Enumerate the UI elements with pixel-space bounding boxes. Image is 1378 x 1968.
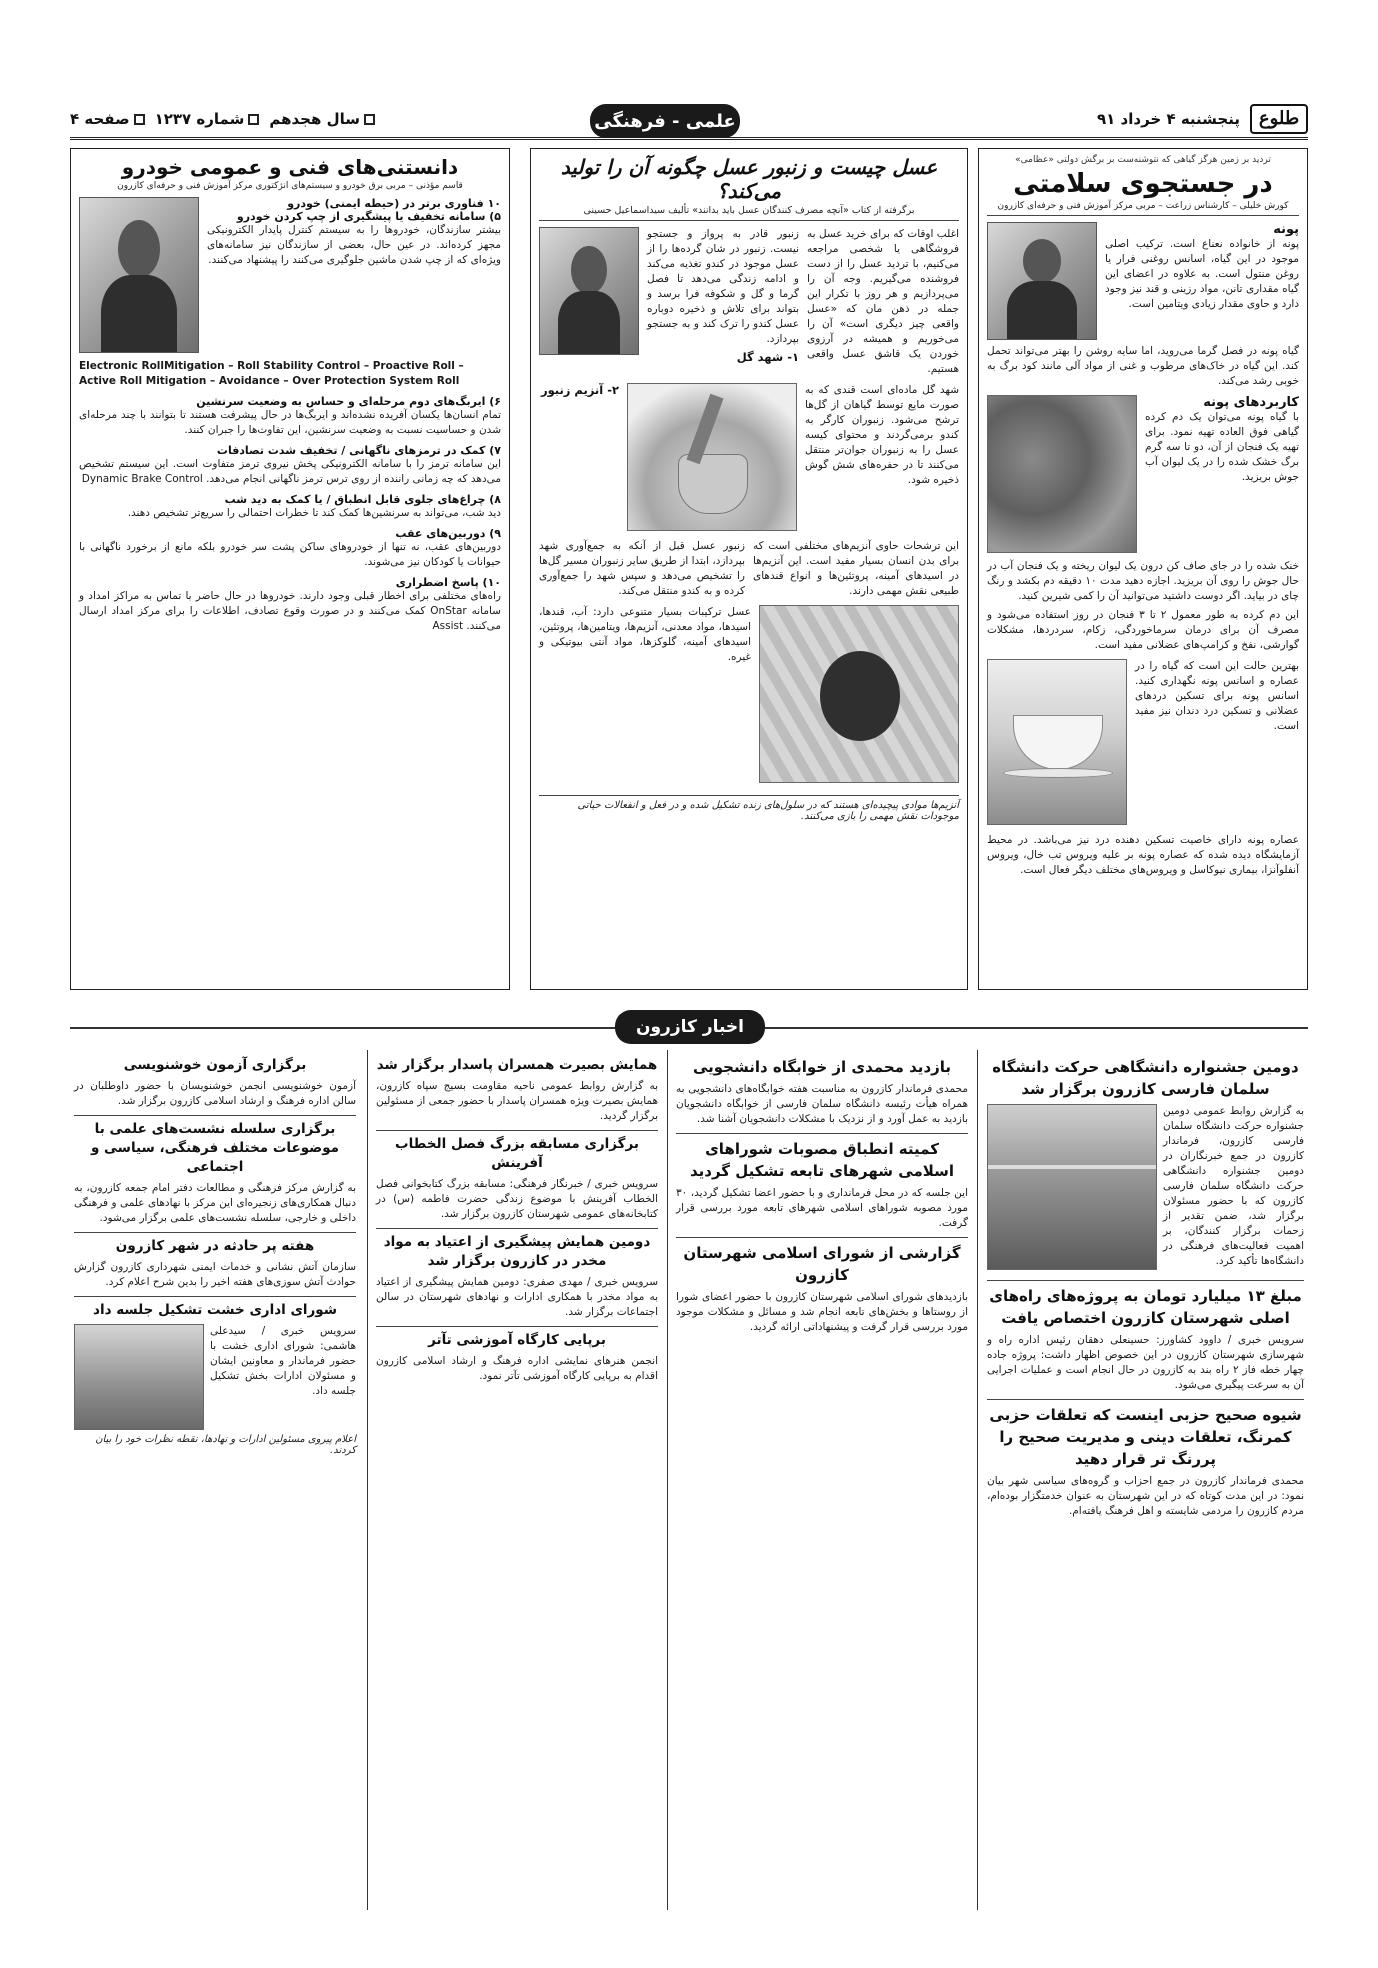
subhead: ۱۰ فناوری برتر در (حیطه ایمنی) خودرو [287, 197, 501, 210]
news-body: به گزارش روابط عمومی ناحیه مقاومت بسیج سپاه کازرون، همایش بصیرت ویژه همسران پاسدار با حضور جمعی از مسئولین برگزار گردید. [376, 1080, 658, 1122]
news-headline: بازدید محمدی از خوابگاه دانشجویی [692, 1058, 952, 1076]
news-body: آزمون خوشنویسی انجمن خوشنویسان با حضور داوطلبان در سالن اداره فرهنگ و ارشاد اسلامی کازرون برگزار شد. [74, 1080, 356, 1107]
author-photo-head [571, 246, 606, 294]
paragraph: این ترشحات حاوی آنزیم‌های مختلفی است که برای بدن انسان بسیار مفید است. این آنزیم‌ها در اسیدهای آمینه، پروتئین‌ها و انواع قندهای طبیعی نقش مهمی دارند. [753, 540, 959, 597]
news-headline: دومین همایش پیشگیری از اعتیاد به مواد مخدر در کازرون برگزار شد [376, 1228, 658, 1271]
paragraph: دوربین‌های عقب، نه تنها از خودروهای ساکن پشت سر خودرو بلکه مانع از برخورد ناگهانی با حیوانات یا کودکان نیز می‌شوند. [79, 541, 501, 568]
footnote: آنزیم‌ها موادی پیچیده‌ای هستند که در سلول‌های زنده تشکیل شده و در فعل و انفعالات حیاتی موجودات نقش مهمی را بازی می‌کنند. [539, 795, 959, 822]
meeting-photo [74, 1324, 204, 1430]
subhead-nectar: ۱- شهد گل [736, 350, 799, 364]
author-photo [79, 197, 199, 353]
news-headline: شورای اداری خشت تشکیل جلسه داد [74, 1296, 356, 1320]
tea-cup-image [987, 659, 1127, 825]
news-body: سرویس خبری / داوود کشاورز: حسینعلی دهقان رئیس اداره راه و شهرسازی شهرستان کازرون در این خصوص اظهار داشت: پروژه جاده چهار خطه فاز ۲ راه بند به کازرون در حال انجام است و عملیات اجرایی آن به سرعت پیگیری می‌شود. [987, 1334, 1304, 1391]
column-divider [667, 1050, 669, 1910]
bee-on-honeycomb-image [759, 605, 959, 783]
paragraph: با گیاه پونه می‌توان یک دم کرده گیاهی فوق العاده تهیه نمود. برای تهیه یک فنجان از آن، دو تا سه گرم برگ خشک شده را در یک لیوان آب جوش بریزید. [1145, 411, 1299, 483]
subhead: ۷) کمک در ترمزهای ناگهانی / تخفیف شدت تصادفات [216, 444, 501, 457]
subhead: ۱۰) پاسخ اضطراری [395, 576, 501, 589]
section-banner: علمی - فرهنگی [590, 104, 740, 138]
square-bullet-icon [364, 114, 375, 125]
ribbon-cutting-photo [987, 1104, 1157, 1270]
ribbon-icon [988, 1165, 1156, 1169]
news-column-4 [70, 1050, 360, 1910]
paragraph: راه‌های مختلفی برای اخطار قبلی وجود دارند. خودروها در حال حاضر با تماس به مراکز امداد و سامانه OnStar کمک می‌کنند و در صورت وقوع تصادف، اطلاعات را برای مرکز امداد ارسال می‌کنند. Assist [79, 590, 501, 632]
issue-date: پنجشنبه ۴ خرداد ۹۱ [1097, 109, 1240, 128]
paragraph: بهترین حالت این است که گیاه را در عصاره و اسانس پونه نگهداری کنید. اسانس پونه برای تسکین دردهای عضلانی و تسکین درد دندان نیز مفید است. [1135, 660, 1299, 732]
article-byline: برگرفته از کتاب «آنچه مصرف کنندگان عسل باید بدانند» تألیف سیداسماعیل حسینی [539, 205, 959, 221]
news-headline: مبلغ ۱۳ میلیارد تومان به پروژه‌های راه‌های اصلی شهرستان کازرون اختصاص یافت [987, 1280, 1304, 1329]
subhead: ۶) ایربگ‌های دوم مرحله‌ای و حساس به وضعیت سرنشین [196, 395, 501, 408]
news-headline: برگزاری سلسله نشست‌های علمی با موضوعات مختلف فرهنگی، سیاسی و اجتماعی [74, 1115, 356, 1177]
paragraph: زنبور عسل قبل از آنکه به جمع‌آوری شهد بپردازد، ابتدا از طریق سایر زنبوران مسیر گل‌ها را تشخیص می‌دهد و سپس شهد را جمع‌آوری کرده و به کندو منتقل می‌کند. [539, 540, 745, 597]
news-column-3 [372, 1050, 662, 1910]
article-title: عسل چیست و زنبور عسل چگونه آن را تولید می‌کند؟ [560, 155, 938, 203]
health-article [978, 148, 1308, 990]
news-body: سرویس خبری / سیدعلی هاشمی: شورای اداری خشت با حضور فرماندار و معاونین ایشان و مسئولان ادارات بخش تشکیل جلسه داد. [210, 1325, 356, 1397]
paragraph: اغلب اوقات که برای خرید عسل به فروشگاهی یا شخصی مراجعه می‌کنیم، با تردید عسل را از دست فروشنده می‌گیریم. وجه آن را می‌پردازیم و هر روز با تکرار این جمله در ذهن مان که «عسل واقعی چیز دیگری است» آن را می‌خوریم و همیشه در آرزوی خوردن یک قاشق عسل واقعی هستیم. [807, 228, 959, 375]
author-photo-head [118, 220, 160, 279]
author-photo [987, 222, 1097, 340]
paragraph: تمام انسان‌ها یکسان آفریده نشده‌اند و ایربگ‌ها در حال پیشرفت هستند تا بتوانند با چند مرحله‌ای شدن و حساسیت نسبت به وضعیت سرنشین، این تفاوت‌ها را جبران کنند. [79, 409, 501, 436]
paragraph: عسل ترکیبات بسیار متنوعی دارد: آب، قندها، اسیدها، مواد معدنی، آنزیم‌ها، ویتامین‌ها، پروتئین، اسیدهای آمینه، گلوکزها، مواد آنتی بیوتیکی و غیره. [539, 606, 751, 663]
news-body: سازمان آتش نشانی و خدمات ایمنی شهرداری کازرون گزارش حوادث آتش سوزی‌های هفته اخیر را بدین شرح اعلام کرد. [74, 1261, 356, 1288]
news-banner: اخبار کازرون [615, 1010, 765, 1044]
news-headline: گزارشی از شورای اسلامی شهرستان کازرون [676, 1237, 968, 1286]
paragraph: خنک شده را در جای صاف کن درون یک لیوان ریخته و یک فنجان آب در حال جوش را روی آن بریزید. اجازه دهید مدت ۱۰ دقیقه دم بکشد و رنگ چای در بیاید. اگر دوست داشتید می‌توانید آن را کمی شیرین کنید. [987, 560, 1299, 602]
news-column-1 [983, 1050, 1308, 1910]
news-headline: همایش بصیرت همسران پاسدار برگزار شد [376, 1057, 658, 1073]
news-body: انجمن هنرهای نمایشی اداره فرهنگ و ارشاد اسلامی کازرون اقدام به برپایی کارگاه آموزشی تآتر نمود. [376, 1355, 658, 1382]
article-byline: قاسم مؤذنی – مربی برق خودرو و سیستم‌های انژکتوری مرکز آموزش فنی و حرفه‌ای کازرون [117, 181, 463, 191]
honey-dipper-image [627, 383, 797, 531]
paragraph: بیشتر سازندگان، خودروها را به سیستم کنترل پایدار الکترونیکی مجهز کرده‌اند. در عین حال، بعضی از سازندگان نیز سامانه‌های ویژه‌ای که از چپ شدن ماشین جلوگیری می‌کنند را پیشنهاد می‌کنند. [207, 224, 501, 266]
paragraph: این دم کرده به طور معمول ۲ تا ۳ فنجان در روز استفاده می‌شود و مصرف آن برای درمان سرماخوردگی، زکام، سردردها، مشکلات گوارشی، نفخ و کرامپ‌های عضلانی مفید است. [987, 609, 1300, 651]
news-headline: برگزاری آزمون خوشنویسی [123, 1057, 307, 1073]
article-kicker: تردید بر زمین هرگز گیاهی که نتوشنه‌ست بر برگش دولتی «عظامی» [1015, 155, 1271, 165]
article-title: دانستنی‌های فنی و عمومی خودرو [121, 155, 459, 179]
pooneh-plant-image [987, 395, 1137, 553]
volume-year: سال هجدهم [269, 109, 361, 128]
honey-jar-icon [678, 454, 748, 514]
newspaper-logo: طلوع [1250, 104, 1308, 134]
subhead-enzyme: ۲- آنزیم زنبور [540, 383, 619, 397]
technical-terms: Electronic RollMitigation – Roll Stability Control – Proactive Roll – Active Roll Mitigation – Avoidance – Over Protection System Roll [79, 360, 464, 387]
paragraph: دید شب، می‌تواند به سرنشین‌ها کمک کند تا خطرات احتمالی را سریع‌تر تشخیص دهند. [127, 507, 501, 519]
news-body: محمدی فرماندار کازرون در جمع احزاب و گروه‌های سیاسی شهر بیان نمود: در این مدت کوتاه که در این شهرستان به عنوان خدمتگزار بوده‌ام، مردم کازرون را مردمی شایسته و اهل فرهنگ یافته‌ام. [987, 1475, 1304, 1517]
news-body: این جلسه که در محل فرمانداری و با حضور اعضا تشکیل گردید، ۳۰ مورد مصوبه شوراهای اسلامی شهرهای تابعه مورد بررسی قرار گرفت. [676, 1187, 968, 1229]
subhead: ۹) دوربین‌های عقب [395, 527, 501, 540]
subhead: ۸) چراغ‌های جلوی قابل انطباق / یا کمک به دید شب [224, 493, 501, 506]
square-bullet-icon [134, 114, 145, 125]
bee-icon [820, 651, 900, 741]
author-photo-head [1023, 239, 1062, 283]
masthead-left [70, 110, 375, 128]
news-headline: دومین جشنواره دانشگاهی حرکت دانشگاه سلمان فارسی کازرون برگزار شد [992, 1058, 1299, 1098]
cup-icon [1013, 715, 1103, 770]
news-headline: کمیته انطباق مصوبات شوراهای اسلامی شهرهای تابعه تشکیل گردید [676, 1133, 968, 1182]
issue-number: شماره ۱۲۳۷ [154, 109, 245, 128]
saucer-icon [1003, 768, 1113, 778]
column-divider [367, 1050, 369, 1910]
subhead-uses: کاربردهای پونه [1203, 395, 1299, 410]
news-headline: برگزاری مسابقه بزرگ فصل الخطاب آفرینش [376, 1130, 658, 1173]
news-headline: شیوه صحیح حزبی اینست که تعلقات حزبی کمرنگ، تعلقات دینی و مدیریت صحیح را پررنگ تر قرار دهید [987, 1399, 1304, 1470]
news-column-2 [672, 1050, 972, 1910]
news-headline: هفته پر حادثه در شهر کازرون [74, 1232, 356, 1256]
news-headline: برپایی کارگاه آموزشی تآتر [376, 1326, 658, 1350]
news-body: سرویس خبری / خبرنگار فرهنگی: مسابقه بزرگ کتابخوانی فصل الخطاب آفرینش با موضوع زندگی حضرت فاطمه (س) در کتابخانه‌های عمومی شهرستان کازرون برگزار شد. [376, 1178, 658, 1220]
paragraph: شهد گل ماده‌ای است قندی که به صورت مایع توسط گیاهان از گل‌ها ترشح می‌شود. زنبوران کارگر به کندو برمی‌گردند و محتوای کیسه عسل را به زنبوران جوان‌تر منتقل می‌کنند تا در حفره‌های شش گوش ذخیره شود. [805, 384, 959, 486]
paragraph: زنبور قادر به پرواز و جستجو نیست. زنبور در شان گرده‌ها را از عسل موجود در کندو تغذیه می‌کند و ادامه زندگی می‌دهد تا فصل گرما و گل و شکوفه فرا برسد و بتواند برای تلاش و ذخیره دوباره عسل کندو را ترک کند و به جستجو بپردازد. [647, 228, 799, 345]
author-photo-body [558, 291, 621, 355]
honey-article [530, 148, 968, 990]
subhead-pooneh: پونه [1273, 222, 1299, 237]
article-title: در جستجوی سلامتی [1013, 169, 1273, 199]
news-body: به گزارش روابط عمومی دومین جشنواره حرکت دانشگاه سلمان فارسی کازرون، فرماندار کازرون در جمع خبرنگاران در دومین جشنواره دانشگاهی حرکت دانشگاه سلمان فارسی کازرون که با حضور مسئولان برگزار شد، ضمن تقدیر از زحمات برگزار کنندگان، بر اهمیت فعالیت‌های فرهنگی در دانشگاه‌ها تأکید کرد. [1163, 1105, 1304, 1267]
column-divider [977, 1050, 979, 1910]
page-number: صفحه ۴ [70, 109, 130, 128]
photo-caption: اعلام پیروی مسئولین ادارات و نهادها، نقطه نظرات خود را بیان کردند. [95, 1434, 356, 1456]
paragraph: این سامانه ترمز را با سامانه الکترونیکی پخش نیروی ترمز متفاوت است. این سیستم تشخیص می‌دهد که چه زمانی راننده از روی ترس ترمز ناگهانی انجام می‌دهد. Dynamic Brake Control [79, 458, 501, 485]
news-body: سرویس خبری / مهدی صفری: دومین همایش پیشگیری از اعتیاد به مواد مخدر با همکاری ادارات و نهادهای شهرستان در سالن اجتماعات برگزار شد. [376, 1276, 658, 1318]
author-photo-body [101, 275, 177, 353]
author-photo [539, 227, 639, 355]
author-photo-body [1007, 281, 1076, 340]
paragraph: گیاه پونه در فصل گرما می‌روید، اما سایه روشن را بهتر می‌تواند تحمل کند. این گیاه در خاک‌های مرطوب و غنی از مواد آلی مانند کود برگ به خوبی رشد می‌کند. [987, 345, 1299, 387]
automotive-article [70, 148, 510, 990]
news-body: محمدی فرماندار کازرون به مناسبت هفته خوابگاه‌های دانشجویی به همراه هیأت رئیسه دانشگاه سلمان فارسی از خوابگاه دانشجویان بازدید به عمل آورد و از نزدیک با مشکلات دانشجویان آشنا شد. [676, 1083, 968, 1125]
paragraph: عصاره پونه دارای خاصیت تسکین دهنده درد نیز می‌باشد. در محیط آزمایشگاه دیده شده که عصاره پونه بر علیه ویروس تب خال، ویروس آنفلوآنزا، بیماری نیوکاسل و ویروس‌های مختلف دیگر فعال است. [987, 834, 1299, 876]
masthead-right [1097, 104, 1308, 134]
subhead: ۵) سامانه تخفیف یا پیشگیری از چپ کردن خودرو [236, 210, 501, 223]
news-body: به گزارش مرکز فرهنگی و مطالعات دفتر امام جمعه کازرون، به دنبال همکاری‌های زنجیره‌ای این مرکز با نهادهای علمی و فرهنگی داخلی و خارجی، سلسله نشست‌های علمی برگزار می‌شود. [74, 1182, 356, 1224]
square-bullet-icon [248, 114, 259, 125]
news-body: بازدیدهای شورای اسلامی شهرستان کازرون با حضور اعضای شورا از روستاها و بخش‌های تابعه انجام شد و مسائل و مشکلات موجود مورد بررسی قرار گرفت و پیشنهاداتی ارائه گردید. [676, 1291, 968, 1333]
paragraph: پونه از خانواده نعناع است. ترکیب اصلی موجود در این گیاه، اسانس روغنی فرار یا روغن منتول است. به علاوه در اعضای این گیاه مقداری تانن، مواد رزینی و قند نیز وجود دارد و حاوی مقدار زیادی ویتامین است. [1105, 238, 1299, 310]
article-byline: کورش خلیلی – کارشناس زراعت – مربی مرکز آموزش فنی و حرفه‌ای کازرون [987, 201, 1299, 216]
